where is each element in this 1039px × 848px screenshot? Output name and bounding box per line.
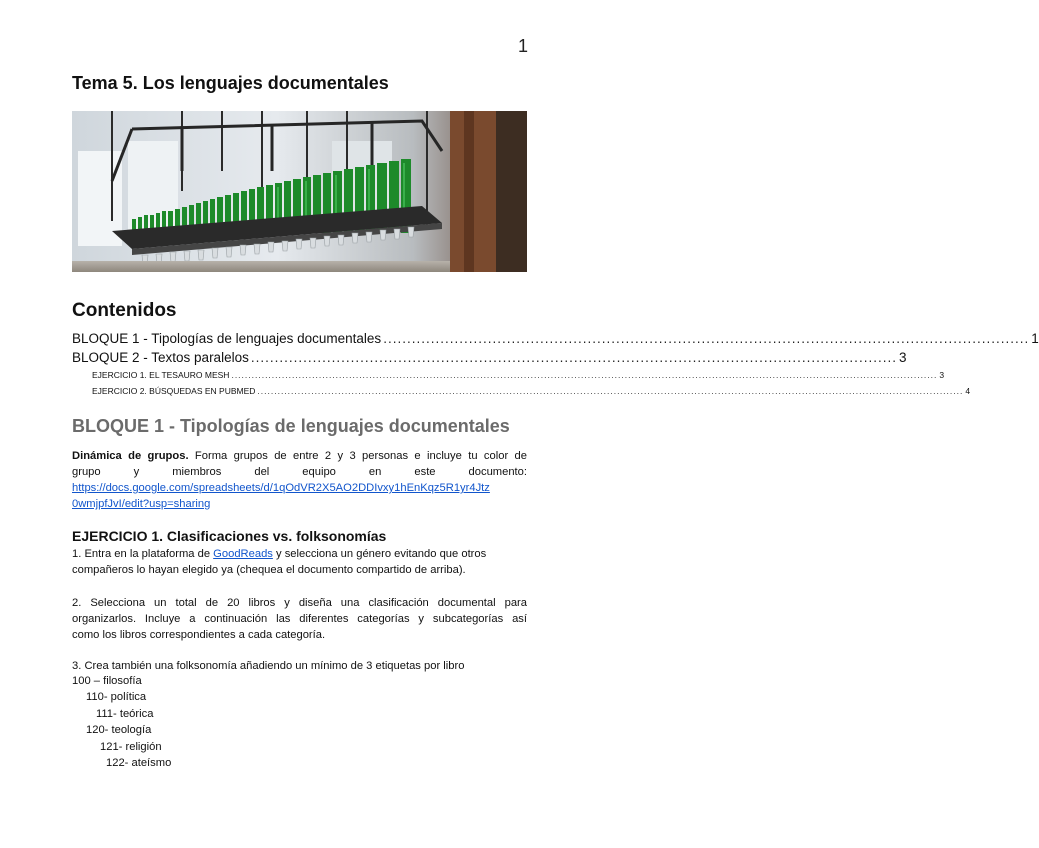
ejercicio-1-heading: EJERCICIO 1. Clasificaciones vs. folksonomías	[72, 528, 387, 544]
toc-entry-bloque-2[interactable]	[72, 350, 907, 365]
shared-spreadsheet-link-2[interactable]: 0wmjpfJvI/edit?usp=sharing	[72, 498, 211, 510]
toc-dot-leader: ..................................................................................................................................................................................................................	[257, 386, 964, 396]
bloque-1-heading: BLOQUE 1 - Tipologías de lenguajes documentales	[72, 416, 510, 436]
tree-item: 120- teología	[86, 724, 152, 737]
group-dynamics-text-1: Forma grupos de entre 2 y 3 personas e incluye tu color de	[188, 450, 527, 462]
tree-item: 122- ateísmo	[106, 757, 172, 770]
toc-entry-ejercicio-1[interactable]	[72, 370, 945, 380]
step-3-paragraph: 3. Crea también una folksonomía añadiendo un mínimo de 3 etiquetas por libro	[72, 660, 465, 672]
toc-entry-page: 1	[1031, 331, 1039, 346]
step-2-paragraph	[72, 595, 527, 643]
toc-entry-page: 4	[965, 386, 971, 396]
page-number: 1	[517, 36, 528, 56]
step-2-text-line-1: 2. Selecciona un total de 20 libros y diseña una clasificación documental para	[72, 597, 527, 609]
step-2-text-line-2: organizarlos. Incluye a continuación las diferentes categorías y subcategorías así	[72, 613, 527, 625]
step-2-text-line-3: como los libros correspondientes a cada categoría.	[72, 629, 326, 641]
step-1-text-after: y selecciona un género evitando que otros	[272, 548, 487, 560]
step-1-text-before: 1. Entra en la plataforma de	[72, 548, 214, 560]
toc-entry-label: EJERCICIO 1. EL TESAURO MESH	[92, 370, 230, 380]
step-1-text-line-2: compañeros lo hayan elegido ya (chequea el documento compartido de arriba).	[72, 564, 466, 576]
group-dynamics-text-2: grupo y miembros del equipo en este documento:	[72, 466, 527, 478]
bar-shelf-photo	[72, 111, 527, 272]
goodreads-link[interactable]: GoodReads	[213, 548, 273, 560]
shared-spreadsheet-link-1[interactable]: https://docs.google.com/spreadsheets/d/1qOdVR2X5AO2DDIvxy1hEnKqz5R1yr4Jtz	[72, 482, 490, 494]
classification-tree	[72, 673, 171, 771]
group-dynamics-label: Dinámica de grupos.	[72, 450, 189, 462]
group-dynamics-paragraph	[72, 448, 527, 512]
toc-entry-label: EJERCICIO 2. BÚSQUEDAS EN PUBMED	[92, 386, 256, 396]
toc-entry-page: 3	[898, 350, 907, 365]
toc-entry-ejercicio-2[interactable]	[72, 386, 971, 396]
tree-item: 111- teórica	[96, 707, 154, 720]
contents-heading: Contenidos	[72, 300, 177, 321]
toc-dot-leader: ........................................................................................................................................	[383, 331, 1030, 346]
page-title: Tema 5. Los lenguajes documentales	[72, 73, 389, 93]
toc-entry-label: BLOQUE 2 - Textos paralelos	[72, 350, 249, 365]
toc-entry-label: BLOQUE 1 - Tipologías de lenguajes documentales	[72, 331, 382, 346]
toc-entry-bloque-1[interactable]	[72, 331, 1039, 346]
tree-item: 121- religión	[100, 740, 162, 753]
toc-dot-leader: ..................................................................................................................................................................................................................	[231, 370, 938, 380]
step-1-paragraph	[72, 546, 527, 578]
toc-entry-page: 3	[939, 370, 945, 380]
toc-dot-leader: ........................................................................................................................................	[250, 350, 897, 365]
tree-item: 100 – filosofía	[72, 675, 142, 687]
tree-item: 110- política	[86, 691, 147, 704]
